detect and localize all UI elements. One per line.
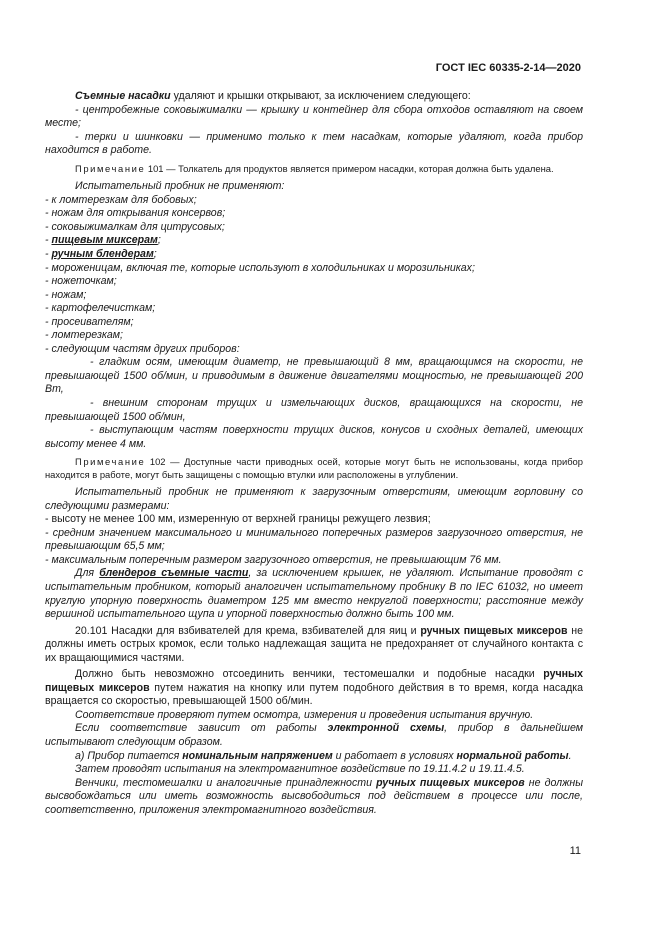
- list-item: - следующим частям других приборов:: [45, 342, 240, 355]
- term: ручных пищевых миксеров: [45, 668, 583, 694]
- text: удаляют и крышки открывают, за исключением следующего:: [170, 90, 471, 102]
- document-body: [45, 90, 583, 817]
- page-number: 11: [569, 845, 581, 857]
- sub-list-item: - внешним сторонам трущих и измельчающих дисков, вращающихся на скорости, не превышающей 1500 об/мин,: [45, 396, 583, 423]
- paragraph: - центробежные соковыжималки — крышку и контейнер для сбора отходов оставляют на своем месте;: [45, 103, 583, 130]
- text: -: [45, 234, 52, 247]
- paragraph: [45, 90, 583, 104]
- sub-list-item: - гладким осям, имеющим диаметр, не превышающий 8 мм, вращающимся на скорости, не превышающей 1500 об/мин, и приводимым в движение двигателями мощностью, не превышающей 200 Вт,: [45, 356, 583, 396]
- paragraph: [45, 750, 583, 764]
- paragraph: [45, 668, 583, 709]
- note-101: [45, 163, 583, 176]
- list-heading: Испытательный пробник не применяют:: [75, 180, 285, 193]
- term: ручным блендерам: [51, 247, 154, 260]
- text: Венчики, тестомешалки и аналогичные принадлежности: [75, 776, 377, 789]
- list-item: - ножеточкам;: [45, 275, 117, 288]
- text: не должны высвобождаться или иметь возможность высвободиться под действием в процессе или после, соответственно, приложения электромагнитного воздействия.: [45, 776, 584, 816]
- term: электронной схемы: [327, 722, 445, 735]
- text: ;: [157, 234, 161, 247]
- paragraph: [45, 777, 583, 818]
- term: блендеров съемные части: [99, 567, 249, 580]
- text: 20.101 Насадки для взбивателей для крема, взбивателей для яиц и: [75, 624, 421, 637]
- paragraph: [45, 567, 583, 621]
- text: , за исключением крышек, не удаляют. Испытание проводят с испытательным пробником, который аналогичен испытательному пробнику B по IEC 61032, но имеет круглую упорную поверхность диаметром 125 мм вместо некруглой поверхности; расстояние между вершиной испытательного щупа и упорной поверхностью должно быть 100 мм.: [45, 567, 583, 621]
- paragraph: [45, 722, 583, 749]
- text: Для: [75, 567, 100, 580]
- clause-20-101: [45, 625, 583, 666]
- term: ручных пищевых миксеров: [376, 776, 525, 789]
- text: -: [45, 247, 52, 260]
- note-text: 101 — Толкатель для продуктов является примером насадки, которая должна быть удалена.: [145, 162, 554, 174]
- note-label: Примечание: [75, 162, 146, 174]
- paragraph: Соответствие проверяют путем осмотра, измерения и проведения испытания вручную.: [75, 708, 534, 721]
- list-item: - ножам для открывания консервов;: [45, 207, 226, 220]
- list-item: [45, 234, 583, 248]
- text: , прибор в дальнейшем испытывают следующим образом.: [45, 722, 583, 749]
- text: а) Прибор питается: [75, 749, 183, 762]
- paragraph: Испытательный пробник не применяют к загрузочным отверстиям, имеющим горловину со следующими размерами:: [45, 486, 583, 512]
- standard-header: ГОСТ IEC 60335-2-14—2020: [435, 62, 581, 74]
- text: не должны иметь острых кромок, если только надлежащая защита не предохраняет от случайного контакта с их вращающимися частями.: [45, 624, 584, 664]
- note-102: [45, 456, 583, 481]
- list-item: - мороженицам, включая те, которые используют в холодильниках и морозильниках;: [45, 261, 475, 274]
- paragraph: - терки и шинковки — применимо только к тем насадкам, которые удаляют, когда прибор находится в работе.: [45, 130, 583, 157]
- text: ;: [153, 247, 157, 260]
- note-label: Примечание: [75, 456, 146, 468]
- probe-exclusion-list: [45, 180, 583, 451]
- term: пищевым миксерам: [51, 234, 158, 247]
- list-item: - средним значением максимального и минимального поперечных размеров загрузочного отверстия, не превышающим 65,5 мм;: [45, 526, 583, 553]
- list-item: - к ломтерезкам для бобовых;: [45, 193, 197, 206]
- text: Должно быть невозможно отсоединить венчики, тестомешалки и подобные насадки: [75, 668, 544, 681]
- list-item: - соковыжималкам для цитрусовых;: [45, 220, 225, 233]
- term-removable-attachments: Съемные насадки: [75, 90, 171, 102]
- list-item: - максимальным поперечным размером загрузочного отверстия, не превышающим 76 мм.: [45, 553, 502, 566]
- text: .: [568, 749, 572, 762]
- list-item: - высоту не менее 100 мм, измеренную от верхней границы режущего лезвия;: [45, 513, 431, 526]
- list-item: - ломтерезкам;: [45, 329, 124, 342]
- list-item: [45, 248, 583, 262]
- note-text: 102 — Доступные части приводных осей, которые могут быть не использованы, когда прибор находится в работе, могут быть защищены с помощью втулки или расположены в углублении.: [45, 456, 583, 480]
- text: путем нажатия на кнопку или путем подобного действия в то время, когда насадка вращается со скоростью, превышающей 1500 об/мин.: [45, 681, 584, 708]
- term: номинальным напряжением: [182, 749, 333, 762]
- paragraph: Затем проводят испытания на электромагнитное воздействие по 19.11.4.2 и 19.11.4.5.: [75, 763, 525, 776]
- list-item: - ножам;: [45, 288, 87, 301]
- sub-list-item: - выступающим частям поверхности трущих дисков, конусов и сходных деталей, имеющих высоту менее 4 мм.: [45, 424, 583, 450]
- text: и работает в условиях: [332, 749, 457, 762]
- list-item: - просеивателям;: [45, 315, 134, 328]
- term: ручных пищевых миксеров: [420, 624, 568, 637]
- list-item: - картофелечисткам;: [45, 302, 156, 315]
- term: нормальной работы: [456, 749, 569, 762]
- text: Если соответствие зависит от работы: [75, 722, 328, 735]
